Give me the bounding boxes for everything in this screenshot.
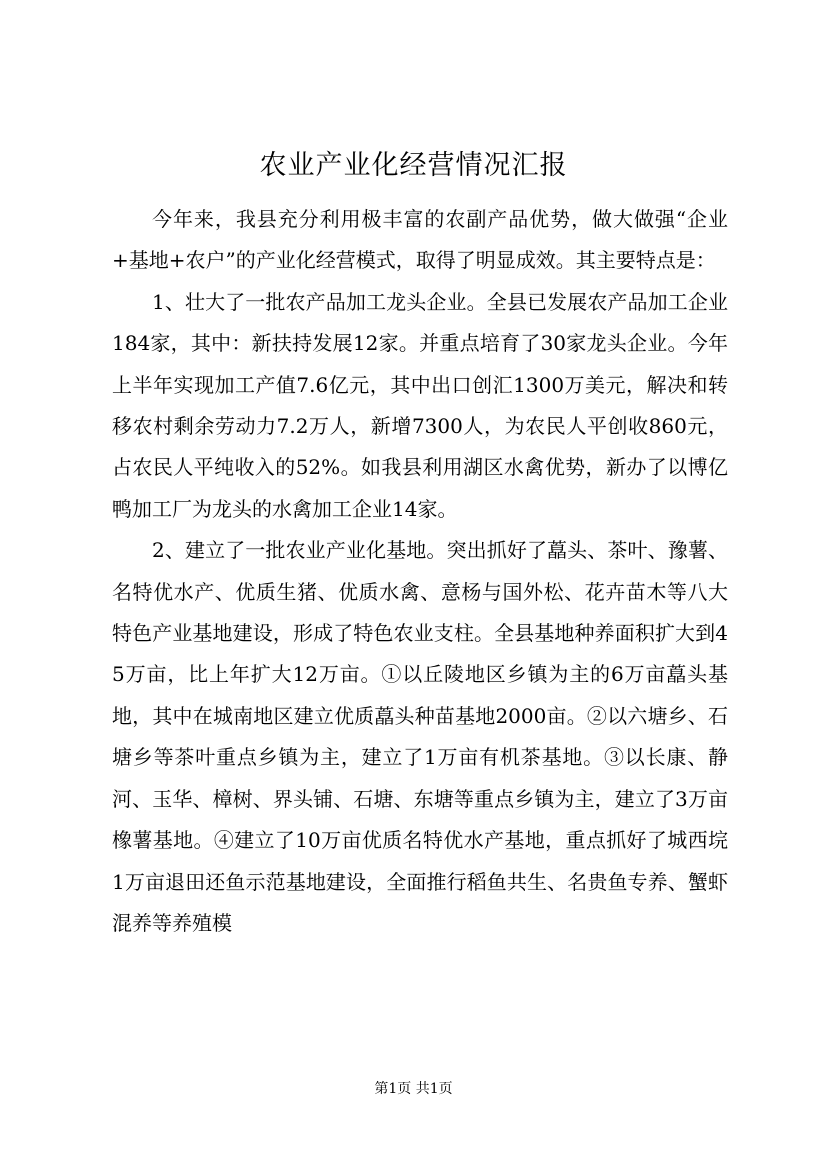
- paragraph-industrial-bases: 2、建立了一批农业产业化基地。突出抓好了藠头、茶叶、豫薯、名特优水产、优质生猪、优质水禽、意杨与国外松、花卉苗木等八大特色产业基地建设，形成了特色农业支柱。全县基地种养面积扩大到45万亩，比上年扩大12万亩。①以丘陵地区乡镇为主的6万亩藠头基地，其中在城南地区建立优质藠头种苗基地2000亩。②以六塘乡、石塘乡等茶叶重点乡镇为主，建立了1万亩有机茶基地。③以长康、静河、玉华、樟树、界头铺、石塘、东塘等重点乡镇为主，建立了3万亩橡薯基地。④建立了10万亩优质名特优水产基地，重点抓好了城西垸1万亩退田还鱼示范基地建设，全面推行稻鱼共生、名贵鱼专养、蟹虾混养等养殖模: [112, 538, 728, 935]
- document-title: 农业产业化经营情况汇报: [259, 150, 568, 181]
- document-body: [112, 199, 728, 944]
- paragraph-processing-enterprises: 1、壮大了一批农产品加工龙头企业。全县已发展农产品加工企业184家，其中：新扶持发展12家。并重点培育了30家龙头企业。今年上半年实现加工产值7.6亿元，其中出口创汇1300万美元，解决和转移农村剩余劳动力7.2万人，新增7300人，为农民人平创收860元，占农民人平纯收入的52%。如我县利用湖区水禽优势，新办了以博亿鸭加工厂为龙头的水禽加工企业14家。: [112, 289, 728, 521]
- page-footer: 第1页 共1页: [374, 1081, 453, 1097]
- paragraph-intro: 今年来，我县充分利用极丰富的农副产品优势，做大做强“企业+基地+农户”的产业化经营模式，取得了明显成效。其主要特点是：: [112, 207, 728, 273]
